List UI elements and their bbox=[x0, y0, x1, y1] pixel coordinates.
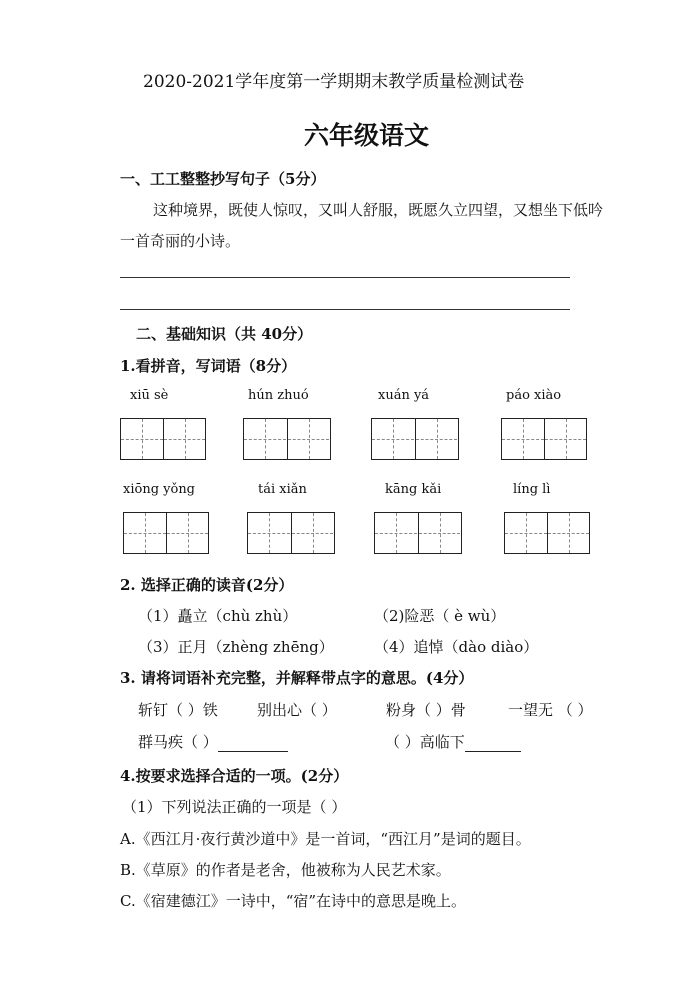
copy-sentence-line2: 一首奇丽的小诗。 bbox=[120, 232, 241, 250]
writing-cell[interactable] bbox=[163, 419, 205, 459]
idiom-text: （ ）高临下 bbox=[385, 733, 465, 751]
q4-heading: 4.按要求选择合适的一项。(2分） bbox=[120, 767, 349, 785]
subject-title: 六年级语文 bbox=[304, 121, 430, 150]
pinyin-label: kāng kǎi bbox=[385, 482, 442, 497]
pronunciation-option[interactable]: （2)险恶（ è wù） bbox=[374, 607, 506, 625]
character-grid bbox=[371, 418, 459, 460]
section2-heading: 二、基础知识（共 40分） bbox=[136, 325, 313, 343]
pinyin-label: xiū sè bbox=[130, 388, 169, 403]
idiom-fill-item[interactable]: 粉身（ ）骨 bbox=[386, 701, 466, 719]
writing-cell[interactable] bbox=[121, 419, 163, 459]
exam-title: 2020-2021学年度第一学期期末教学质量检测试卷 bbox=[143, 72, 525, 92]
idiom-fill-item[interactable] bbox=[138, 731, 288, 752]
q1-heading: 1.看拼音，写词语（8分） bbox=[120, 357, 297, 375]
writing-cell[interactable] bbox=[375, 513, 417, 553]
q2-heading: 2. 选择正确的读音(2分） bbox=[120, 576, 294, 594]
q3-heading: 3. 请将词语补充完整，并解释带点字的意思。(4分） bbox=[120, 669, 474, 687]
writing-cell[interactable] bbox=[287, 419, 329, 459]
pinyin-label: líng lì bbox=[513, 482, 551, 497]
copy-sentence-line1: 这种境界，既使人惊叹，又叫人舒服，既愿久立四望，又想坐下低吟 bbox=[153, 201, 604, 219]
writing-cell[interactable] bbox=[166, 513, 208, 553]
character-grid bbox=[243, 418, 331, 460]
character-grid bbox=[501, 418, 587, 460]
pronunciation-option[interactable]: （3）正月（zhèng zhēng） bbox=[138, 638, 334, 656]
pronunciation-option[interactable]: （4）追悼（dào diào） bbox=[374, 638, 539, 656]
writing-cell[interactable] bbox=[291, 513, 333, 553]
character-grid bbox=[374, 512, 462, 554]
idiom-fill-item[interactable] bbox=[385, 731, 521, 752]
character-grid bbox=[504, 512, 590, 554]
idiom-fill-item[interactable]: 别出心（ ） bbox=[257, 701, 337, 719]
choice-option-a[interactable]: A.《西江月·夜行黄沙道中》是一首词，“西江月”是词的题目。 bbox=[120, 830, 531, 848]
meaning-blank[interactable] bbox=[465, 751, 521, 752]
writing-cell[interactable] bbox=[547, 513, 589, 553]
writing-cell[interactable] bbox=[244, 419, 286, 459]
pronunciation-option[interactable]: （1）矗立（chù zhù） bbox=[138, 607, 298, 625]
pinyin-label: páo xiào bbox=[506, 388, 562, 403]
writing-cell[interactable] bbox=[544, 419, 586, 459]
meaning-blank[interactable] bbox=[218, 751, 288, 752]
choice-option-c[interactable]: C.《宿建德江》一诗中，“宿”在诗中的意思是晚上。 bbox=[120, 892, 467, 910]
idiom-fill-item[interactable]: 斩钉（ ）铁 bbox=[138, 701, 218, 719]
writing-cell[interactable] bbox=[418, 513, 460, 553]
pinyin-label: xiōng yǒng bbox=[123, 482, 196, 497]
section1-heading: 一、工工整整抄写句子（5分） bbox=[120, 170, 326, 188]
writing-cell[interactable] bbox=[248, 513, 290, 553]
writing-cell[interactable] bbox=[502, 419, 544, 459]
pinyin-label: xuán yá bbox=[378, 388, 430, 403]
writing-line-1[interactable] bbox=[120, 277, 570, 278]
pinyin-label: hún zhuó bbox=[248, 388, 309, 403]
writing-cell[interactable] bbox=[124, 513, 166, 553]
character-grid bbox=[120, 418, 206, 460]
idiom-text: 群马疾（ ） bbox=[138, 733, 218, 751]
character-grid bbox=[123, 512, 209, 554]
choice-option-b[interactable]: B.《草原》的作者是老舍，他被称为人民艺术家。 bbox=[120, 861, 451, 879]
pinyin-label: tái xiǎn bbox=[258, 482, 307, 497]
character-grid bbox=[247, 512, 335, 554]
q4-subquestion: （1）下列说法正确的一项是（ ） bbox=[122, 798, 347, 816]
idiom-fill-item[interactable]: 一望无 （ ） bbox=[508, 701, 593, 719]
writing-line-2[interactable] bbox=[120, 309, 570, 310]
writing-cell[interactable] bbox=[505, 513, 547, 553]
writing-cell[interactable] bbox=[372, 419, 414, 459]
writing-cell[interactable] bbox=[415, 419, 457, 459]
